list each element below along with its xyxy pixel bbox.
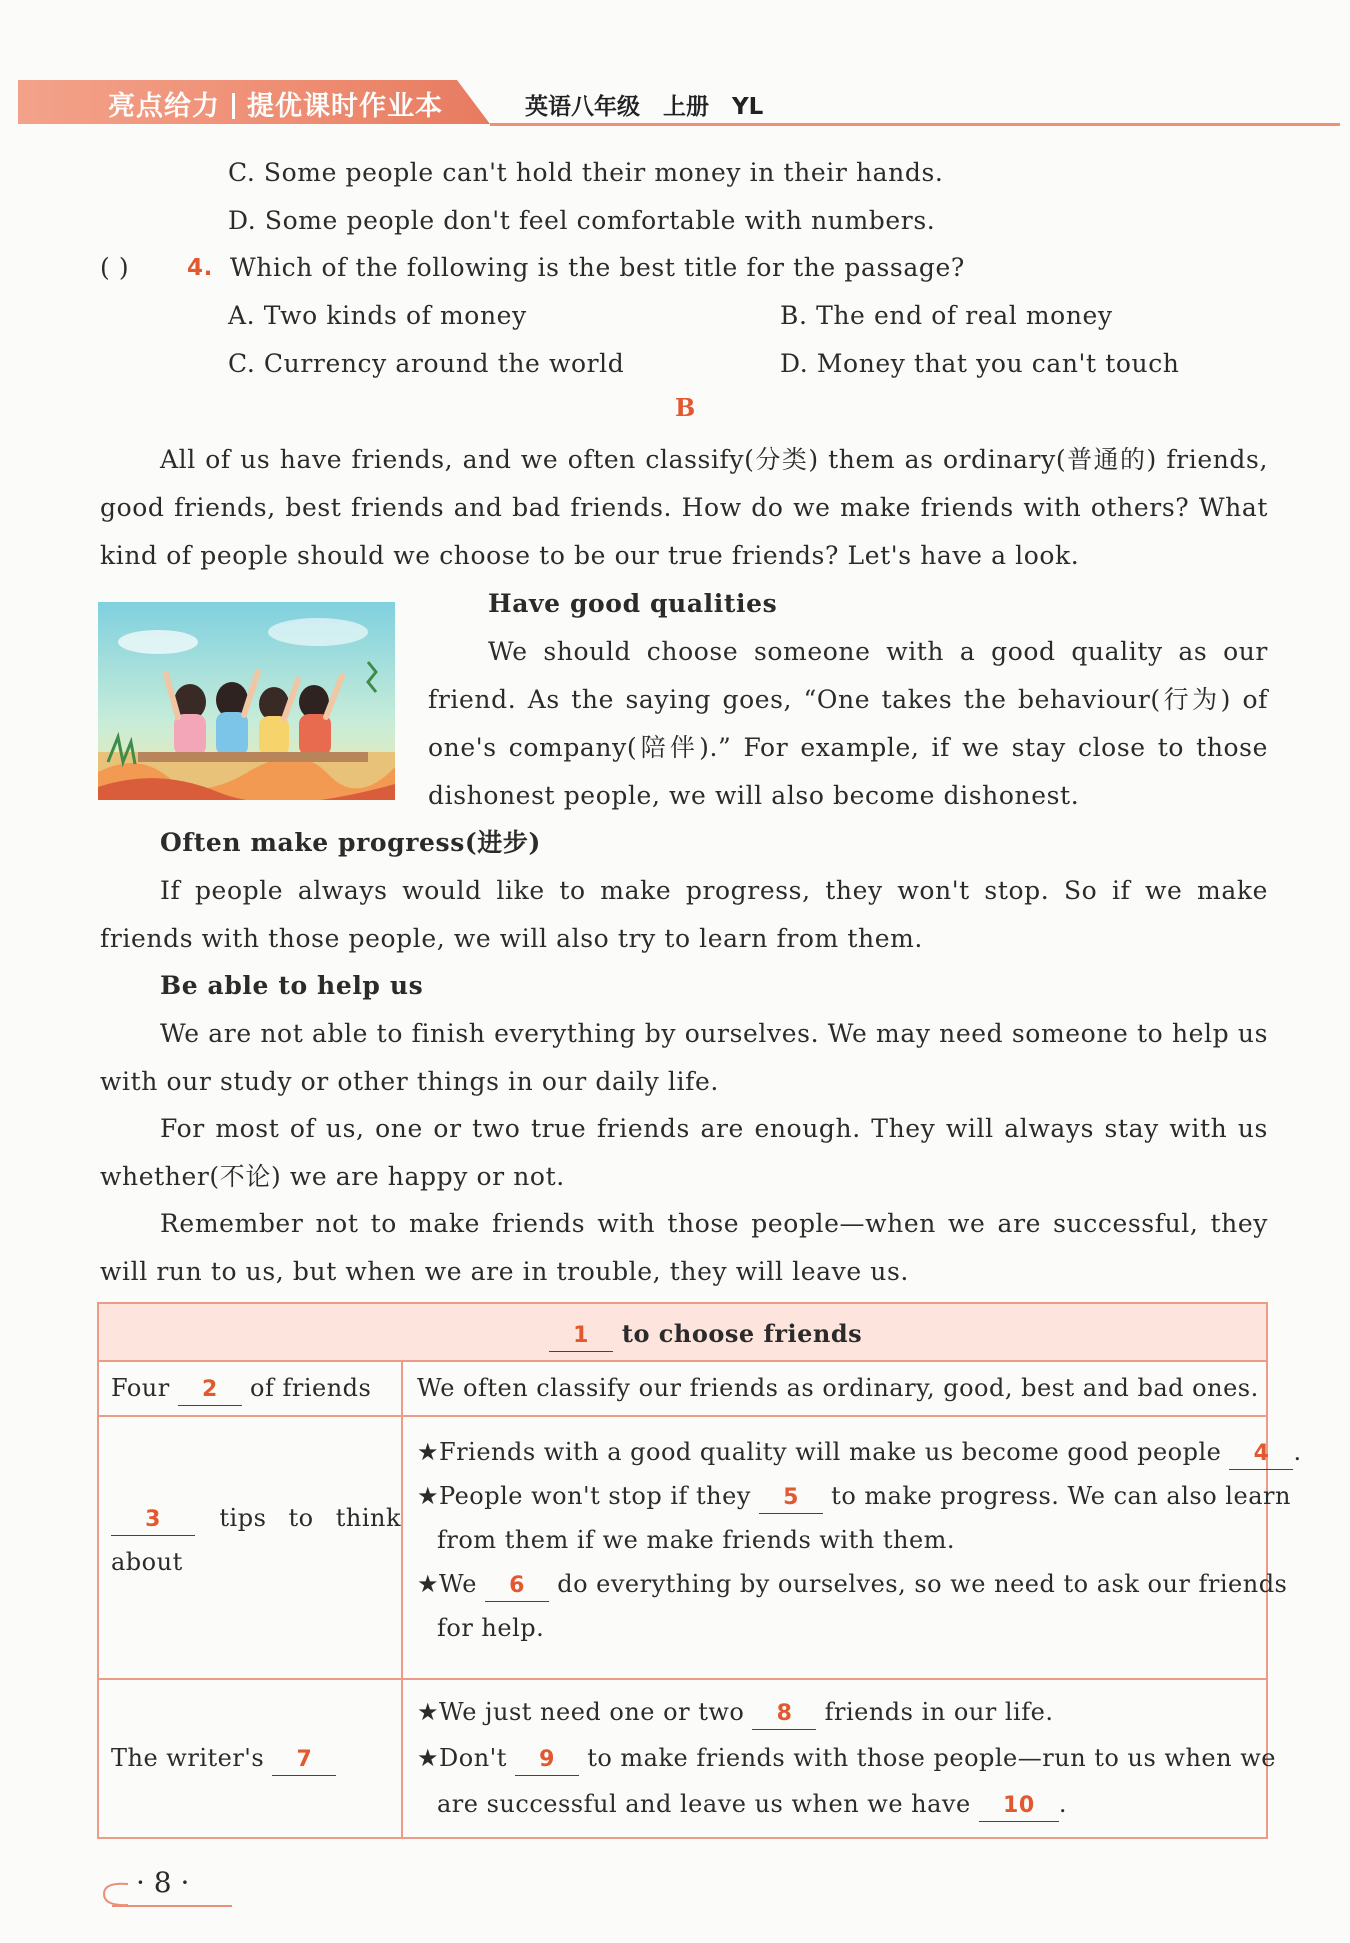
row3-s2d: .	[1058, 1790, 1067, 1818]
row2-left-a: tips to think	[219, 1504, 402, 1532]
q4-number: 4.	[187, 255, 213, 281]
help-us-text: We are not able to finish everything by ourselves. We may need someone to help us with our study or other things in our daily life.	[100, 1019, 1268, 1096]
table-title-text: to choose friends	[621, 1319, 863, 1348]
q4-stem: Which of the following is the best title for the passage?	[230, 253, 965, 282]
row2-s3a: ★We	[417, 1570, 477, 1598]
row3-left-text: The writer's	[111, 1744, 265, 1772]
header-series-title	[108, 84, 443, 123]
q4-option-a: A. Two kinds of money	[228, 301, 527, 330]
row2-left-line1	[111, 1496, 401, 1540]
row2-star-3	[417, 1562, 1287, 1606]
blank-4[interactable]: 4	[1229, 1439, 1293, 1470]
footer-curve-ornament	[100, 1878, 130, 1908]
heading-good-qualities: Have good qualities	[488, 589, 778, 618]
row3-s2c-line	[437, 1782, 1067, 1826]
blank-9[interactable]: 9	[515, 1745, 579, 1776]
blank-7[interactable]: 7	[272, 1745, 336, 1776]
paragraph-help-us	[100, 1010, 1268, 1106]
row2-s2c: from them if we make friends with them.	[437, 1526, 956, 1554]
paragraph-remember	[100, 1200, 1268, 1296]
heading-make-progress: Often make progress(进步)	[160, 828, 541, 857]
section-b-label: B	[675, 393, 696, 422]
q4-option-d: D. Money that you can't touch	[780, 349, 1180, 378]
table-column-divider	[401, 1362, 403, 1839]
row2-s1b: .	[1293, 1438, 1302, 1466]
paragraph-good-qualities	[428, 628, 1268, 820]
row3-s2b: to make friends with those people—run to us when we	[587, 1744, 1276, 1772]
passage-intro	[100, 436, 1268, 580]
row3-star-2	[417, 1736, 1276, 1780]
blank-2[interactable]: 2	[178, 1375, 242, 1406]
remember-text: Remember not to make friends with those people—when we are successful, they will run to us, but when we are in trouble, they will leave us.	[100, 1209, 1268, 1286]
series-subtitle: 提优课时作业本	[247, 91, 443, 122]
make-progress-text: If people always would like to make progress, they won't stop. So if we make friends with those people, we will also try to learn from them.	[100, 876, 1268, 953]
series-name: 亮点给力	[108, 91, 220, 122]
row3-left	[111, 1736, 336, 1780]
row2-left-b: about	[111, 1548, 183, 1576]
heading-help-us: Be able to help us	[160, 971, 424, 1000]
q3-option-c: C. Some people can't hold their money in their hands.	[228, 158, 944, 187]
row1-left-a: Four	[111, 1374, 170, 1402]
header-separator	[232, 93, 235, 119]
blank-8[interactable]: 8	[752, 1699, 816, 1730]
q4-answer-bracket: ( )	[100, 253, 130, 282]
blank-5[interactable]: 5	[759, 1483, 823, 1514]
row3-s1b: friends in our life.	[824, 1698, 1054, 1726]
blank-3[interactable]: 3	[111, 1505, 195, 1536]
true-friends-text: For most of us, one or two true friends are enough. They will always stay with us whether(不论) we are happy or not.	[100, 1114, 1268, 1191]
row3-s1a: ★We just need one or two	[417, 1698, 745, 1726]
intro-text: All of us have friends, and we often classify(分类) them as ordinary(普通的) friends, good friends, best friends and bad friends. How do we make friends with others? What kind of people should we choose to be our true friends? Let's have a look.	[100, 445, 1268, 570]
table-row-divider-2	[99, 1678, 1266, 1680]
row3-s2a: ★Don't	[417, 1744, 507, 1772]
header-book-info: 英语八年级 上册 YL	[525, 94, 764, 120]
table-row-divider-1	[99, 1415, 1266, 1417]
paragraph-make-progress	[100, 867, 1268, 963]
table-title	[549, 1312, 862, 1356]
row2-s3b: do everything by ourselves, so we need to ask our friends	[557, 1570, 1288, 1598]
header-rule	[490, 123, 1340, 126]
row2-s2a: ★People won't stop if they	[417, 1482, 751, 1510]
row3-star-1	[417, 1690, 1053, 1734]
row3-s2c: are successful and leave us when we have	[437, 1790, 971, 1818]
blank-10[interactable]: 10	[979, 1791, 1059, 1822]
friends-illustration	[98, 602, 395, 800]
q4-option-c: C. Currency around the world	[228, 349, 625, 378]
row2-s1a: ★Friends with a good quality will make us become good people	[417, 1438, 1222, 1466]
q3-option-d: D. Some people don't feel comfortable with numbers.	[228, 206, 936, 235]
paragraph-true-friends	[100, 1105, 1268, 1201]
q4-option-b: B. The end of real money	[780, 301, 1113, 330]
row2-star-1	[417, 1430, 1302, 1474]
row2-s2b: to make progress. We can also learn	[831, 1482, 1291, 1510]
blank-6[interactable]: 6	[485, 1571, 549, 1602]
row1-right: We often classify our friends as ordinary, good, best and bad ones.	[417, 1374, 1259, 1402]
row2-star-2	[417, 1474, 1291, 1518]
blank-1[interactable]: 1	[549, 1321, 613, 1352]
footer-rule	[112, 1905, 232, 1907]
row1-left	[111, 1366, 371, 1410]
summary-table	[97, 1302, 1302, 1839]
good-qualities-text: We should choose someone with a good quality as our friend. As the saying goes, “One takes the behaviour(行为) of one's company(陪伴).” For example, if we stay close to those dishonest people, we will also become dishonest.	[428, 637, 1268, 810]
page-number: · 8 ·	[136, 1866, 190, 1899]
row1-left-b: of friends	[250, 1374, 372, 1402]
row2-s3c: for help.	[437, 1614, 545, 1642]
